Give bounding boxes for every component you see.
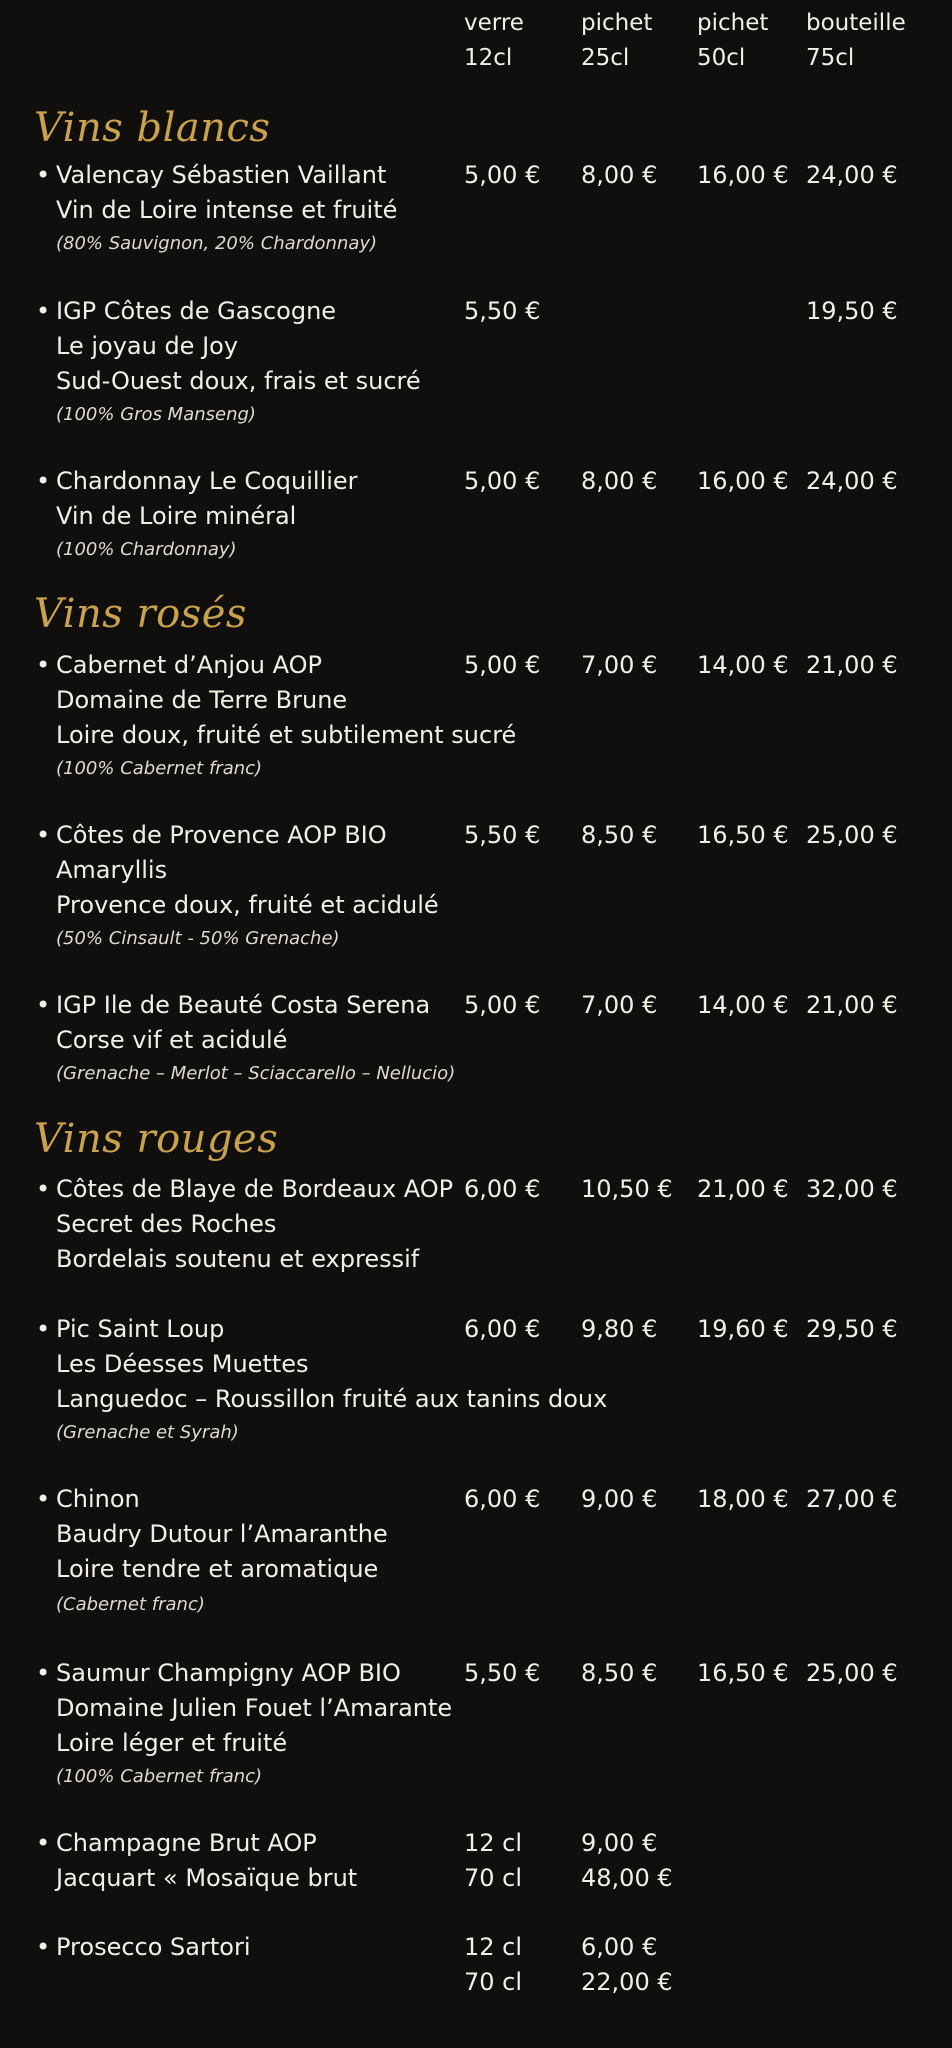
price-pichet-25: 8,50 €: [581, 1659, 658, 1687]
wine-name: Côtes de Blaye de Bordeaux AOP: [56, 1175, 454, 1203]
price-bouteille: 29,50 €: [806, 1315, 898, 1343]
bullet: •: [36, 1315, 51, 1343]
bullet: •: [36, 821, 51, 849]
bullet: •: [36, 297, 51, 325]
bullet: •: [36, 161, 51, 189]
wine-name: Chinon: [56, 1485, 140, 1513]
price-bouteille: 24,00 €: [806, 161, 898, 189]
column-label: pichet: [697, 10, 769, 36]
price-bouteille: 21,00 €: [806, 991, 898, 1019]
wine-producer: Amaryllis: [56, 856, 168, 884]
price-pichet-50: 16,50 €: [697, 1659, 789, 1687]
price-verre: 5,00 €: [464, 161, 541, 189]
price-bouteille: 21,00 €: [806, 651, 898, 679]
wine-name: Cabernet d’Anjou AOP: [56, 651, 322, 679]
wine-style: Loire tendre et aromatique: [56, 1555, 379, 1583]
price-bouteille: 24,00 €: [806, 467, 898, 495]
column-volume: 50cl: [697, 45, 746, 71]
column-label: pichet: [581, 10, 653, 36]
wine-style: Loire doux, fruité et subtilement sucré: [56, 721, 517, 749]
wine-style: Bordelais soutenu et expressif: [56, 1245, 420, 1273]
wine-grape: (Cabernet franc): [56, 1594, 205, 1615]
price-pichet-50: 21,00 €: [697, 1175, 789, 1203]
bullet: •: [36, 1485, 51, 1513]
price-pichet-25: 8,00 €: [581, 161, 658, 189]
price-verre: 5,00 €: [464, 651, 541, 679]
price-verre: 5,50 €: [464, 1659, 541, 1687]
wine-name: Prosecco Sartori: [56, 1933, 251, 1961]
wine-producer: Jacquart « Mosaïque brut: [56, 1864, 358, 1892]
column-pichet-50: [697, 6, 768, 76]
column-volume: 75cl: [806, 45, 855, 71]
size-large: 70 cl: [464, 1864, 523, 1892]
price-pichet-25: 8,00 €: [581, 467, 658, 495]
wine-grape: (80% Sauvignon, 20% Chardonnay): [56, 233, 378, 254]
wine-style: Provence doux, fruité et acidulé: [56, 891, 439, 919]
bullet: •: [36, 651, 51, 679]
price-bouteille: 25,00 €: [806, 821, 898, 849]
wine-grape: (100% Cabernet franc): [56, 1766, 263, 1787]
price-large: 48,00 €: [581, 1864, 673, 1892]
price-bouteille: 19,50 €: [806, 297, 898, 325]
section-title-vins-rouges: Vins rouges: [34, 1116, 279, 1162]
price-pichet-25: 8,50 €: [581, 821, 658, 849]
price-bouteille: 32,00 €: [806, 1175, 898, 1203]
column-pichet-25: [581, 6, 652, 76]
price-small: 6,00 €: [581, 1933, 658, 1961]
wine-grape: (Grenache – Merlot – Sciaccarello – Nellucio): [56, 1063, 456, 1084]
wine-name: Saumur Champigny AOP BIO: [56, 1659, 401, 1687]
section-title-vins-roses: Vins rosés: [34, 591, 247, 637]
price-pichet-25: 7,00 €: [581, 991, 658, 1019]
column-label: verre: [464, 10, 524, 36]
price-verre: 5,50 €: [464, 821, 541, 849]
bullet: •: [36, 991, 51, 1019]
column-volume: 25cl: [581, 45, 630, 71]
price-pichet-50: 16,00 €: [697, 467, 789, 495]
column-bouteille: [806, 6, 906, 76]
price-pichet-50: 19,60 €: [697, 1315, 789, 1343]
wine-name: IGP Ile de Beauté Costa Serena: [56, 991, 431, 1019]
wine-producer: Baudry Dutour l’Amaranthe: [56, 1520, 388, 1548]
wine-style: Corse vif et acidulé: [56, 1026, 288, 1054]
price-pichet-25: 7,00 €: [581, 651, 658, 679]
wine-grape: (100% Cabernet franc): [56, 758, 263, 779]
bullet: •: [36, 1829, 51, 1857]
section-title-vins-blancs: Vins blancs: [34, 105, 271, 151]
wine-producer: Le joyau de Joy: [56, 332, 239, 360]
wine-grape: (100% Chardonnay): [56, 539, 237, 560]
wine-grape: (100% Gros Manseng): [56, 404, 256, 425]
price-pichet-25: 10,50 €: [581, 1175, 673, 1203]
price-pichet-50: 14,00 €: [697, 991, 789, 1019]
price-pichet-50: 16,00 €: [697, 161, 789, 189]
price-verre: 6,00 €: [464, 1175, 541, 1203]
wine-name: Côtes de Provence AOP BIO: [56, 821, 387, 849]
wine-name: Champagne Brut AOP: [56, 1829, 317, 1857]
bullet: •: [36, 1659, 51, 1687]
wine-producer: Domaine Julien Fouet l’Amarante: [56, 1694, 453, 1722]
bullet: •: [36, 1933, 51, 1961]
wine-producer: Secret des Roches: [56, 1210, 277, 1238]
price-column-header: [0, 6, 952, 86]
column-verre: [464, 6, 524, 76]
wine-name: Chardonnay Le Coquillier: [56, 467, 358, 495]
wine-producer: Les Déesses Muettes: [56, 1350, 309, 1378]
wine-grape: (Grenache et Syrah): [56, 1422, 239, 1443]
wine-producer: Domaine de Terre Brune: [56, 686, 348, 714]
wine-style: Loire léger et fruité: [56, 1729, 288, 1757]
price-pichet-25: 9,80 €: [581, 1315, 658, 1343]
size-large: 70 cl: [464, 1968, 523, 1996]
wine-name: IGP Côtes de Gascogne: [56, 297, 337, 325]
column-volume: 12cl: [464, 45, 513, 71]
price-pichet-50: 14,00 €: [697, 651, 789, 679]
price-verre: 6,00 €: [464, 1315, 541, 1343]
size-small: 12 cl: [464, 1933, 523, 1961]
wine-style: Sud-Ouest doux, frais et sucré: [56, 367, 421, 395]
bullet: •: [36, 1175, 51, 1203]
size-small: 12 cl: [464, 1829, 523, 1857]
price-pichet-50: 18,00 €: [697, 1485, 789, 1513]
wine-style: Vin de Loire minéral: [56, 502, 297, 530]
price-verre: 5,50 €: [464, 297, 541, 325]
wine-name: Valencay Sébastien Vaillant: [56, 161, 387, 189]
price-verre: 5,00 €: [464, 467, 541, 495]
price-pichet-50: 16,50 €: [697, 821, 789, 849]
wine-grape: (50% Cinsault - 50% Grenache): [56, 928, 340, 949]
price-bouteille: 27,00 €: [806, 1485, 898, 1513]
price-large: 22,00 €: [581, 1968, 673, 1996]
price-pichet-25: 9,00 €: [581, 1485, 658, 1513]
column-label: bouteille: [806, 10, 906, 36]
bullet: •: [36, 467, 51, 495]
price-bouteille: 25,00 €: [806, 1659, 898, 1687]
price-verre: 6,00 €: [464, 1485, 541, 1513]
price-verre: 5,00 €: [464, 991, 541, 1019]
wine-name: Pic Saint Loup: [56, 1315, 225, 1343]
wine-style: Vin de Loire intense et fruité: [56, 196, 398, 224]
wine-style: Languedoc – Roussillon fruité aux tanins doux: [56, 1385, 608, 1413]
price-small: 9,00 €: [581, 1829, 658, 1857]
